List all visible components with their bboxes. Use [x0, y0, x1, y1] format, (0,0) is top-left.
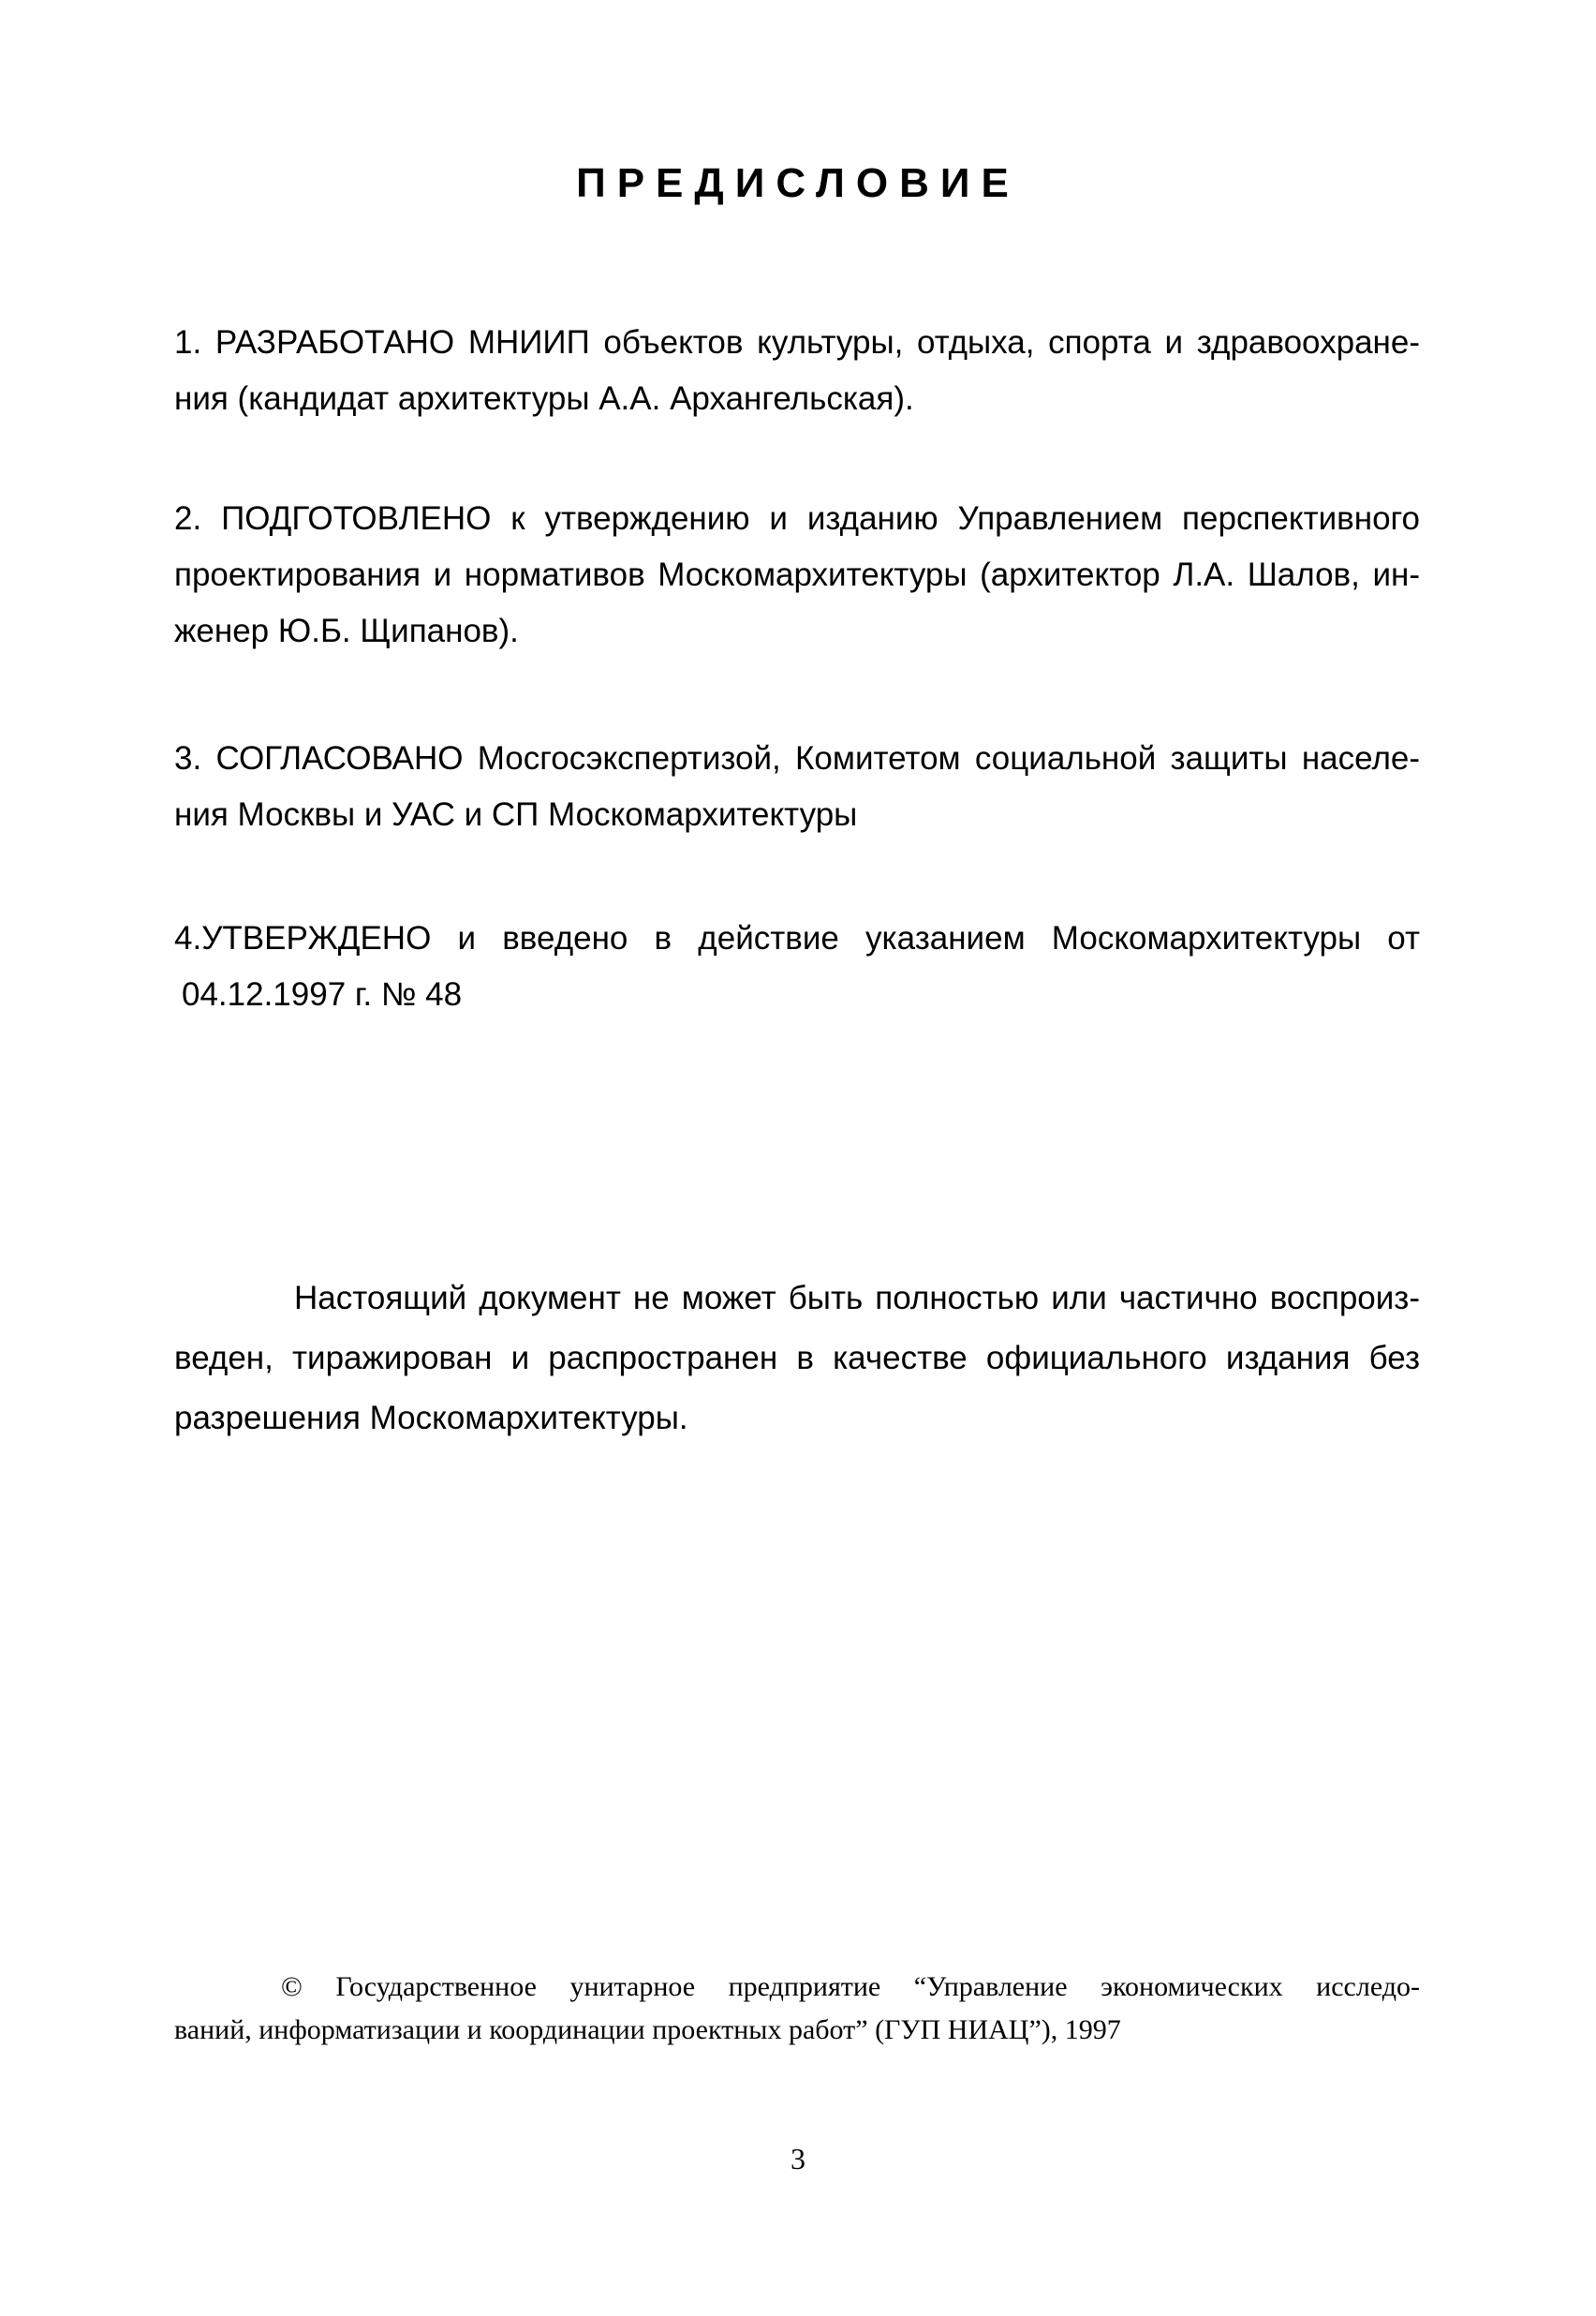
preface-item-2-line-1: 2. ПОДГОТОВЛЕНО к утверждению и изданию Управлением перспективного — [174, 500, 1420, 537]
preface-item-1-line-2: ния (кандидат архитектуры А.А. Архангельская). — [174, 380, 914, 417]
preface-item-2 — [174, 491, 1420, 660]
preface-item-3-line-2: ния Москвы и УАС и СП Москомархитектуры — [174, 796, 858, 833]
preface-item-1-line-1: 1. РАЗРАБОТАНО МНИИП объектов культуры, отдыха, спорта и здравоохране- — [174, 324, 1420, 361]
preface-item-1 — [174, 315, 1420, 427]
preface-item-4-line-1: 4.УТВЕРЖДЕНО и введено в действие указанием Москомархитектуры от — [174, 920, 1420, 957]
notice-line-2: веден, тиражирован и распространен в качестве официального издания без — [174, 1340, 1420, 1376]
copyright-line-1: © Государственное унитарное предприятие “Управление экономических исследо- — [281, 1971, 1420, 2002]
preface-item-3-line-1: 3. СОГЛАСОВАНО Мосгосэкспертизой, Комитетом социальной защиты населе- — [174, 740, 1420, 777]
reproduction-notice — [174, 1269, 1420, 1448]
copyright-notice — [174, 1966, 1420, 2052]
copyright-line-2: ваний, информатизации и координации проектных работ” (ГУП НИАЦ”), 1997 — [174, 2014, 1121, 2045]
preface-item-3 — [174, 731, 1420, 843]
notice-line-1: Настоящий документ не может быть полностью или частично воспроиз- — [294, 1280, 1420, 1316]
notice-line-3: разрешения Москомархитектуры. — [174, 1400, 688, 1436]
page-number: 3 — [791, 2142, 805, 2175]
preface-item-4 — [174, 911, 1420, 1023]
preface-item-2-line-3: женер Ю.Б. Щипанов). — [174, 613, 519, 649]
page-title: ПРЕДИСЛОВИЕ — [576, 160, 1020, 206]
preface-item-4-line-2: 04.12.1997 г. № 48 — [182, 976, 463, 1013]
preface-item-2-line-2: проектирования и нормативов Москомархитектуры (архитектор Л.А. Шалов, ин- — [174, 557, 1420, 593]
